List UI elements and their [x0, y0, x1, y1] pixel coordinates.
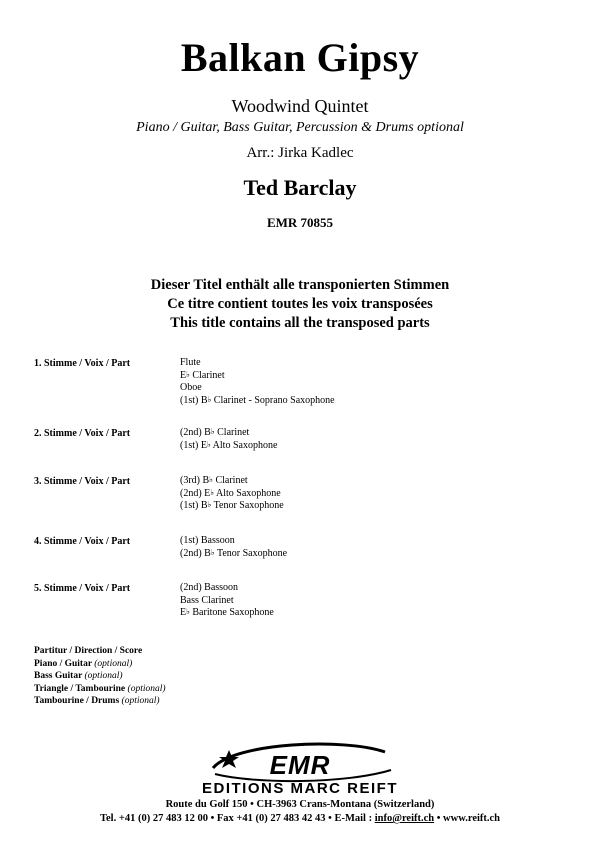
notice-en: This title contains all the transposed parts [170, 315, 430, 331]
instrument-item: (2nd) B♭ Tenor Saxophone [180, 547, 288, 559]
publisher-address: Route du Golf 150 • CH-3963 Crans-Montana (Switzerland) [165, 799, 435, 810]
part-instruments [180, 357, 335, 407]
instrument-item: (3rd) B♭ Clarinet [180, 475, 248, 486]
part-label: 3. Stimme / Voix / Part [34, 476, 131, 487]
flat-sign: ♭ [207, 394, 212, 404]
instrument-item: (1st) E♭ Alto Saxophone [180, 439, 278, 451]
arranger: Arr.: Jirka Kadlec [246, 145, 354, 161]
publisher-name: EDITIONS MARC REIFT [202, 780, 398, 797]
instrument-item: E♭ Clarinet [180, 369, 225, 381]
publisher-contact: Tel. +41 (0) 27 483 12 00 • Fax +41 (0) 27 483 42 43 • E-Mail : info@reift.ch • www.reift.ch [99, 813, 501, 824]
instrument-item: (2nd) B♭ Clarinet [180, 427, 250, 438]
instrument-item: Flute [180, 357, 201, 368]
email-link[interactable]: info@reift.ch [374, 813, 435, 824]
flat-sign: ♭ [186, 369, 190, 379]
extra-part: Partitur / Direction / Score [34, 646, 143, 656]
part-label: 2. Stimme / Voix / Part [34, 428, 131, 439]
extra-part: Tambourine / Drums (optional) [34, 696, 160, 706]
extra-part: Piano / Guitar (optional) [34, 658, 133, 669]
flat-sign: ♭ [186, 607, 190, 616]
flat-sign: ♭ [210, 427, 215, 436]
composer: Ted Barclay [243, 175, 357, 200]
transposition-notice [0, 276, 600, 333]
instrument-item: (1st) B♭ Clarinet - Soprano Saxophone [180, 394, 335, 406]
part-instruments [180, 475, 284, 513]
instrument-item: (2nd) Bassoon [180, 582, 239, 593]
star-icon [219, 750, 239, 768]
instrument-item: E♭ Baritone Saxophone [180, 607, 274, 618]
flat-sign: ♭ [209, 475, 213, 484]
flat-sign: ♭ [206, 439, 211, 449]
optional-instruments: Piano / Guitar, Bass Guitar, Percussion & Drums optional [136, 120, 464, 135]
notice-fr: Ce titre contient toutes les voix transposées [167, 296, 433, 312]
part-label: 4. Stimme / Voix / Part [34, 536, 131, 547]
instrument-item: (2nd) E♭ Alto Saxophone [180, 487, 281, 499]
instrument-item: Oboe [180, 382, 202, 393]
part-instruments [180, 535, 287, 560]
instrument-item: (1st) Bassoon [180, 535, 235, 546]
catalog-number: EMR 70855 [266, 215, 334, 230]
extra-parts-list [34, 645, 166, 708]
logo-text: EMR [269, 750, 331, 780]
ensemble-subtitle: Woodwind Quintet [231, 96, 369, 116]
part-instruments [180, 427, 277, 452]
flat-sign: ♭ [210, 547, 215, 557]
part-label: 1. Stimme / Voix / Part [34, 358, 131, 369]
extra-part: Triangle / Tambourine (optional) [34, 683, 166, 694]
notice-de: Dieser Titel enthält alle transponierten Stimmen [150, 277, 450, 293]
flat-sign: ♭ [207, 500, 212, 509]
flat-sign: ♭ [210, 487, 215, 497]
extra-part: Bass Guitar (optional) [34, 671, 123, 681]
part-label: 5. Stimme / Voix / Part [34, 583, 131, 594]
instrument-item: Bass Clarinet [180, 594, 234, 606]
part-instruments [180, 582, 274, 620]
instrument-item: (1st) B♭ Tenor Saxophone [180, 500, 284, 511]
score-title: Balkan Gipsy [180, 35, 420, 80]
